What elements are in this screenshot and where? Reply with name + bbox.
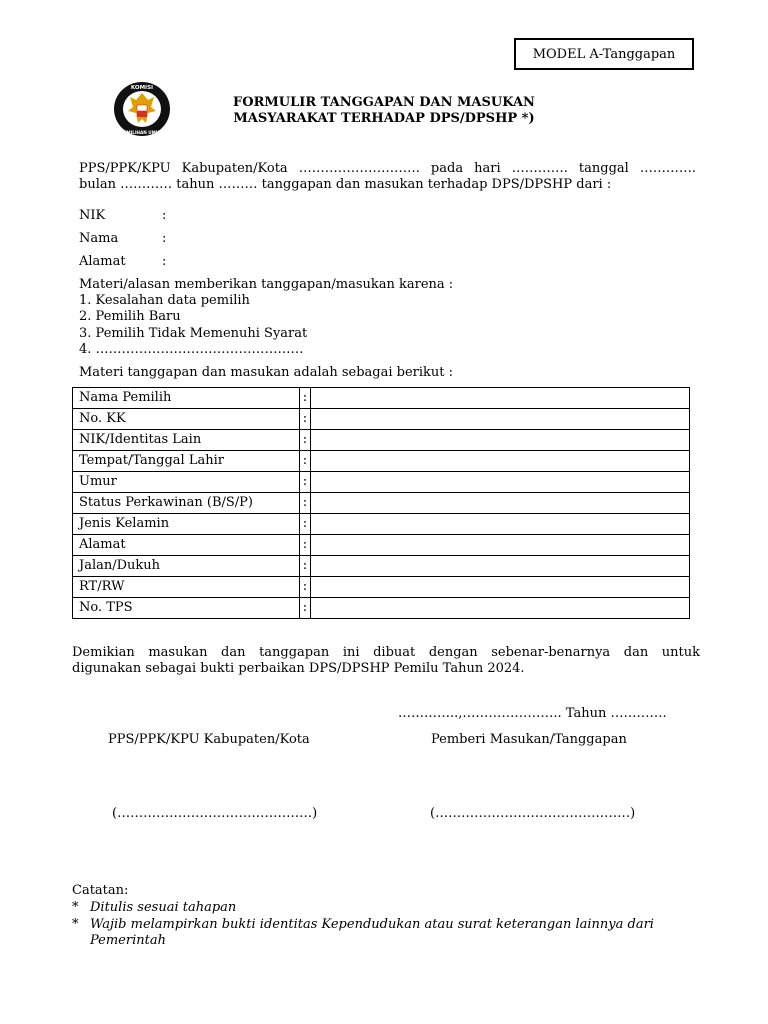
signature-right-name: (………………………………………) — [430, 806, 636, 821]
table-heading: Materi tanggapan dan masukan adalah sebagai berikut : — [79, 365, 454, 380]
identity-separator: : — [162, 208, 167, 223]
row-separator: : — [300, 535, 311, 556]
table-row — [73, 472, 690, 493]
note-item — [72, 917, 654, 932]
row-separator: : — [300, 556, 311, 577]
reason-item: 4. ………………………………………… — [79, 342, 304, 357]
signature-left-name: (………………………………………) — [112, 806, 318, 821]
identity-label: Alamat — [79, 254, 126, 269]
table-row — [73, 598, 690, 619]
form-title-line1: FORMULIR TANGGAPAN DAN MASUKAN — [233, 95, 535, 110]
table-row — [73, 556, 690, 577]
signature-right-title: Pemberi Masukan/Tanggapan — [431, 732, 627, 747]
row-label: Status Perkawinan (B/S/P) — [73, 493, 300, 514]
identity-row-alamat — [79, 254, 279, 270]
table-row — [73, 514, 690, 535]
table-row — [73, 430, 690, 451]
row-value-field[interactable] — [311, 388, 690, 409]
row-label: Jalan/Dukuh — [73, 556, 300, 577]
table-row — [73, 535, 690, 556]
row-value-field[interactable] — [311, 556, 690, 577]
row-label: No. KK — [73, 409, 300, 430]
row-separator: : — [300, 598, 311, 619]
row-value-field[interactable] — [311, 451, 690, 472]
note-continuation: Pemerintah — [90, 933, 166, 948]
row-value-field[interactable] — [311, 430, 690, 451]
model-label-box — [514, 38, 694, 70]
row-value-field[interactable] — [311, 535, 690, 556]
row-separator: : — [300, 493, 311, 514]
table-row — [73, 409, 690, 430]
row-separator: : — [300, 472, 311, 493]
table-row — [73, 451, 690, 472]
row-separator: : — [300, 514, 311, 535]
row-value-field[interactable] — [311, 577, 690, 598]
row-separator: : — [300, 430, 311, 451]
row-value-field[interactable] — [311, 514, 690, 535]
reason-item: 2. Pemilih Baru — [79, 309, 181, 324]
logo-bottom-text: PEMILIHAN UMUM — [120, 130, 164, 135]
row-label: NIK/Identitas Lain — [73, 430, 300, 451]
signature-left-title: PPS/PPK/KPU Kabupaten/Kota — [108, 732, 310, 747]
row-label: No. TPS — [73, 598, 300, 619]
reason-item: 3. Pemilih Tidak Memenuhi Syarat — [79, 326, 308, 341]
note-text: Wajib melampirkan bukti identitas Kependudukan atau surat keterangan lainnya dari — [90, 917, 654, 932]
form-title-line2: MASYARAKAT TERHADAP DPS/DPSHP *) — [233, 111, 535, 126]
row-value-field[interactable] — [311, 493, 690, 514]
table-row — [73, 493, 690, 514]
identity-separator: : — [162, 254, 167, 269]
row-label: Umur — [73, 472, 300, 493]
identity-label: NIK — [79, 208, 106, 223]
closing-line2: digunakan sebagai bukti perbaikan DPS/DPSHP Pemilu Tahun 2024. — [72, 661, 525, 676]
identity-row-nik — [79, 208, 279, 224]
identity-label: Nama — [79, 231, 119, 246]
identity-separator: : — [162, 231, 167, 246]
reason-item: 1. Kesalahan data pemilih — [79, 293, 250, 308]
closing-line1: Demikian masukan dan tanggapan ini dibuat dengan sebenar-benarnya dan untuk — [72, 645, 700, 660]
row-label: Jenis Kelamin — [73, 514, 300, 535]
row-separator: : — [300, 451, 311, 472]
table-row — [73, 388, 690, 409]
notes-heading: Catatan: — [72, 883, 129, 898]
row-value-field[interactable] — [311, 598, 690, 619]
row-label: Nama Pemilih — [73, 388, 300, 409]
identity-row-nama — [79, 231, 279, 247]
row-label: Tempat/Tanggal Lahir — [73, 451, 300, 472]
note-bullet: * — [72, 900, 79, 915]
table-row — [73, 577, 690, 598]
row-separator: : — [300, 409, 311, 430]
row-value-field[interactable] — [311, 472, 690, 493]
row-separator: : — [300, 577, 311, 598]
intro-line2: bulan ………… tahun ……… tanggapan dan masukan terhadap DPS/DPSHP dari : — [79, 177, 612, 192]
model-label: MODEL A-Tanggapan — [532, 46, 676, 62]
row-label: RT/RW — [73, 577, 300, 598]
note-bullet: * — [72, 917, 79, 932]
intro-line1: PPS/PPK/KPU Kabupaten/Kota ………………………. pada hari …………. tanggal …………. — [79, 161, 696, 176]
voter-data-table — [72, 387, 690, 619]
kpu-logo-icon — [112, 80, 172, 138]
note-item — [72, 900, 237, 915]
logo-top-text: KOMISI — [130, 85, 154, 91]
row-separator: : — [300, 388, 311, 409]
place-date-line: …………..,………………….. Tahun …………. — [398, 706, 667, 721]
reason-heading: Materi/alasan memberikan tanggapan/masukan karena : — [79, 277, 454, 292]
row-label: Alamat — [73, 535, 300, 556]
note-text: Ditulis sesuai tahapan — [90, 900, 237, 915]
row-value-field[interactable] — [311, 409, 690, 430]
